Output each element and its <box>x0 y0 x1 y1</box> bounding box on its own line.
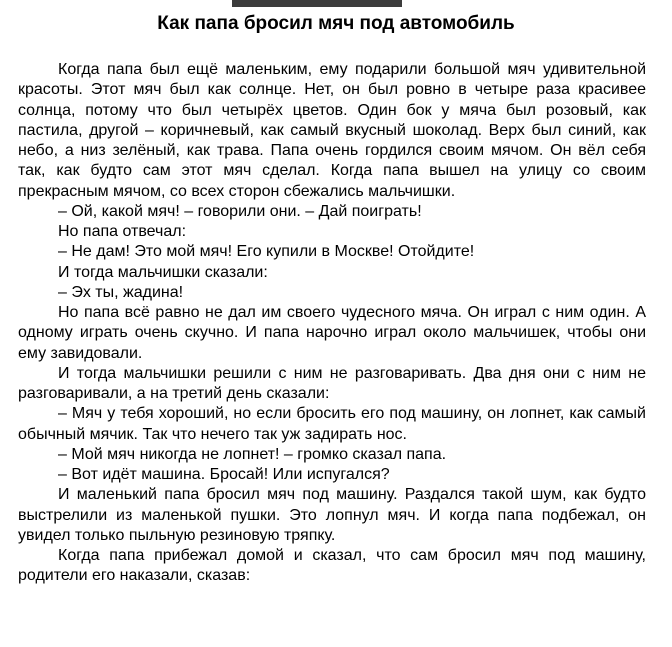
paragraph-intro: Когда папа был ещё маленьким, ему подарили большой мяч удивительной красоты. Этот мяч был как солнце. Нет, он был ровно в четыре раза красивее солнца, потому что был четырёх цветов. Один бок у мяча был розовый, как пастила, другой – коричневый, как самый вкусный шоколад. Верх был синий, как небо, а низ зелёный, как трава. Папа очень гордился своим мячом. Он вёл себя так, как будто сам этот мяч сделал. Когда папа вышел на улицу со своим прекрасным мячом, со всех сторон сбежались мальчишки. <box>18 61 646 200</box>
dialogue-line: – Вот идёт машина. Бросай! Или испугался? <box>58 466 390 483</box>
narration-line: Но папа отвечал: <box>58 223 187 240</box>
dialogue-line: – Мой мяч никогда не лопнет! – громко сказал папа. <box>58 445 447 463</box>
story-text <box>18 60 646 587</box>
dialogue-line: – Не дам! Это мой мяч! Его купили в Москве! Отойдите! <box>58 243 475 261</box>
dialogue-line: – Ой, какой мяч! – говорили они. – Дай поиграть! <box>58 202 422 220</box>
narration-line: И тогда мальчишки сказали: <box>58 263 268 281</box>
dialogue-paragraph: – Мяч у тебя хороший, но если бросить его под машину, он лопнет, как самый обычный мячик. Так что нечего так уж задирать нос. <box>18 405 646 443</box>
paragraph: И маленький папа бросил мяч под машину. Раздался такой шум, как будто выстрелили из маленькой пушки. Это лопнул мяч. И когда папа подбежал, он увидел только пыльную резиновую тряпку. <box>18 486 646 544</box>
story-title: Как папа бросил мяч под автомобиль <box>157 13 515 34</box>
dialogue-line: – Эх ты, жадина! <box>58 283 184 301</box>
paragraph: И тогда мальчишки решили с ним не разговаривать. Два дня они с ним не разговаривали, а на третий день сказали: <box>18 364 646 402</box>
paragraph: Когда папа прибежал домой и сказал, что сам бросил мяч под машину, родители его наказали, сказав: <box>18 547 646 585</box>
top-decorative-bar <box>232 0 402 7</box>
paragraph: Но папа всё равно не дал им своего чудесного мяча. Он играл с ним один. А одному играть очень скучно. И папа нарочно играл около мальчишек, чтобы они ему завидовали. <box>18 304 646 362</box>
